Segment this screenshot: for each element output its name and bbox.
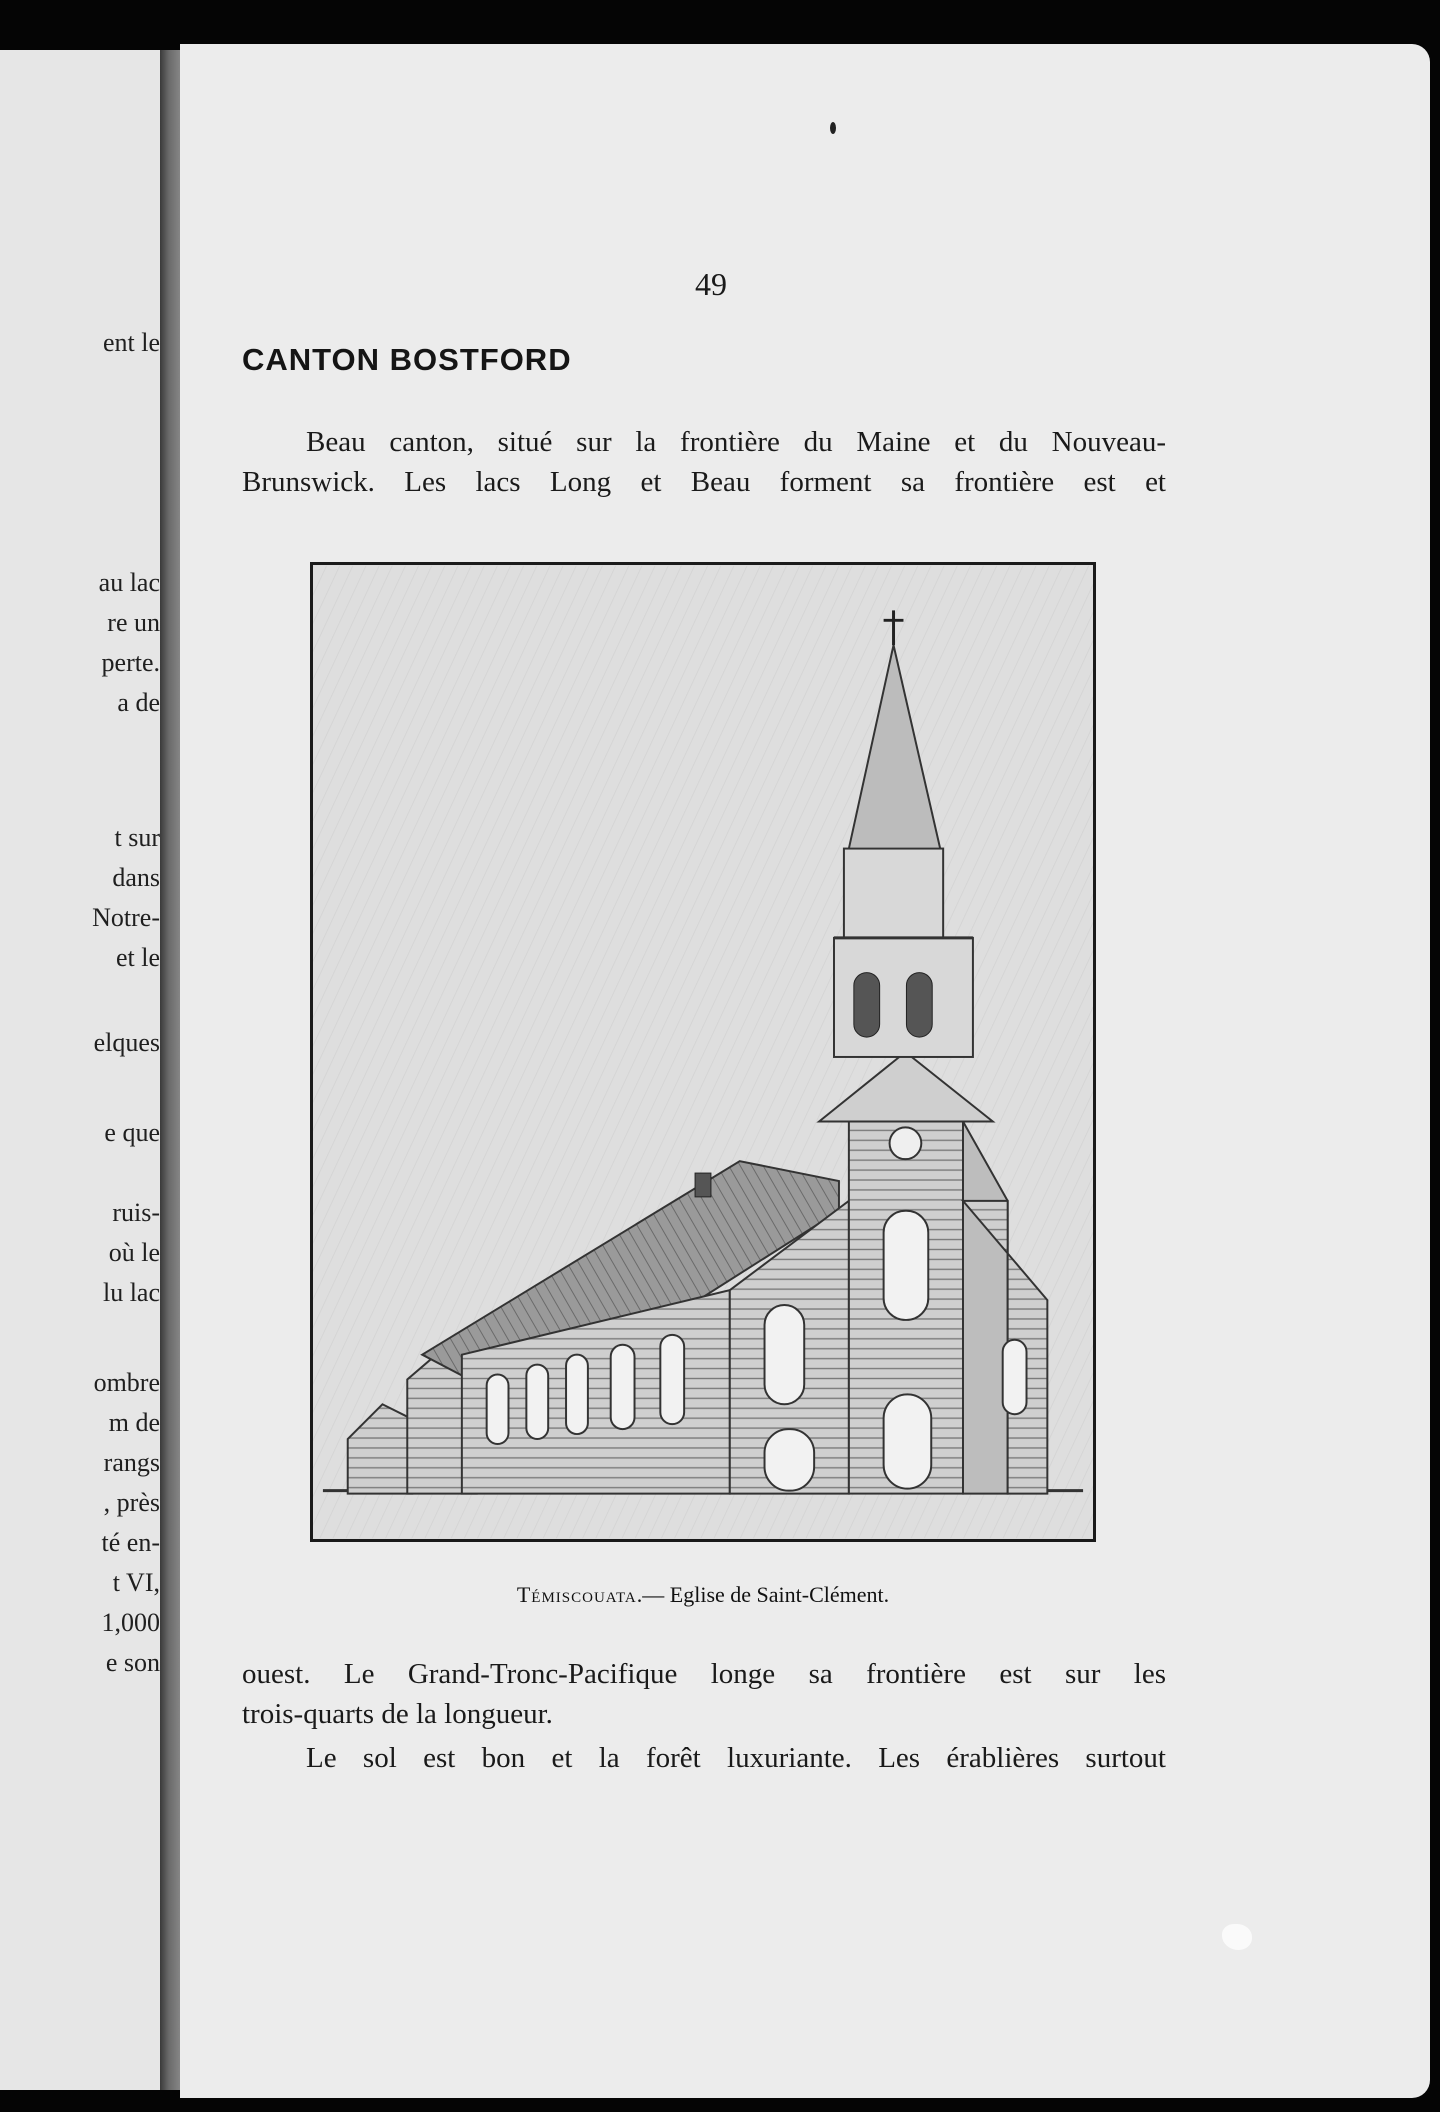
left-page-line: ent le — [102, 328, 160, 357]
left-page-line: t VI, — [112, 1568, 160, 1597]
paper-smudge — [1222, 1924, 1252, 1950]
left-page-line: et le — [115, 943, 160, 972]
paragraph-1-line-2: Brunswick. Les lacs Long et Beau forment sa frontière est et — [242, 466, 1166, 498]
left-page-line: lu lac — [102, 1278, 160, 1307]
caption-place: Témiscouata — [516, 1582, 637, 1607]
left-page-line: té en- — [101, 1528, 160, 1557]
section-title: CANTON BOSTFORD — [242, 342, 572, 377]
left-page-line: e son — [105, 1648, 160, 1677]
left-page-line: perte. — [101, 648, 160, 677]
left-page-line: a de — [117, 688, 160, 717]
left-page-line: elques — [93, 1028, 160, 1057]
left-page-line: m de — [108, 1408, 160, 1437]
left-page-line: ombre — [93, 1368, 160, 1397]
left-page-line: au lac — [98, 568, 160, 597]
page-number: 49 — [695, 266, 727, 302]
church-illustration — [310, 562, 1096, 1542]
left-page-line: Notre- — [92, 903, 160, 932]
figure-caption — [310, 1582, 1096, 1608]
paragraph-2-line-1: ouest. Le Grand-Tronc-Pacifique longe sa frontière est sur les — [242, 1658, 1166, 1690]
left-page-line: 1,000 — [101, 1608, 160, 1637]
left-page-line: rangs — [103, 1448, 160, 1477]
church-drawing — [313, 565, 1093, 1539]
paragraph-3-line-1: Le sol est bon et la forêt luxuriante. Les érablières surtout — [306, 1742, 1166, 1774]
left-page-line: , près — [103, 1488, 160, 1517]
paragraph-1-line-1: Beau canton, situé sur la frontière du Maine et du Nouveau- — [306, 426, 1166, 458]
left-page-line: re un — [107, 608, 160, 637]
paragraph-2-line-2: trois-quarts de la longueur. — [242, 1698, 553, 1730]
left-page — [0, 50, 172, 2090]
left-page-line: où le — [108, 1238, 160, 1267]
left-page-line: e que — [104, 1118, 160, 1147]
caption-rest: .— Eglise de Saint-Clément. — [636, 1582, 890, 1607]
left-page-line: dans — [112, 863, 160, 892]
left-page-line: ruis- — [112, 1198, 160, 1227]
ink-speck — [830, 122, 836, 134]
left-page-line: t sur — [114, 823, 160, 852]
book-gutter — [160, 50, 182, 2090]
